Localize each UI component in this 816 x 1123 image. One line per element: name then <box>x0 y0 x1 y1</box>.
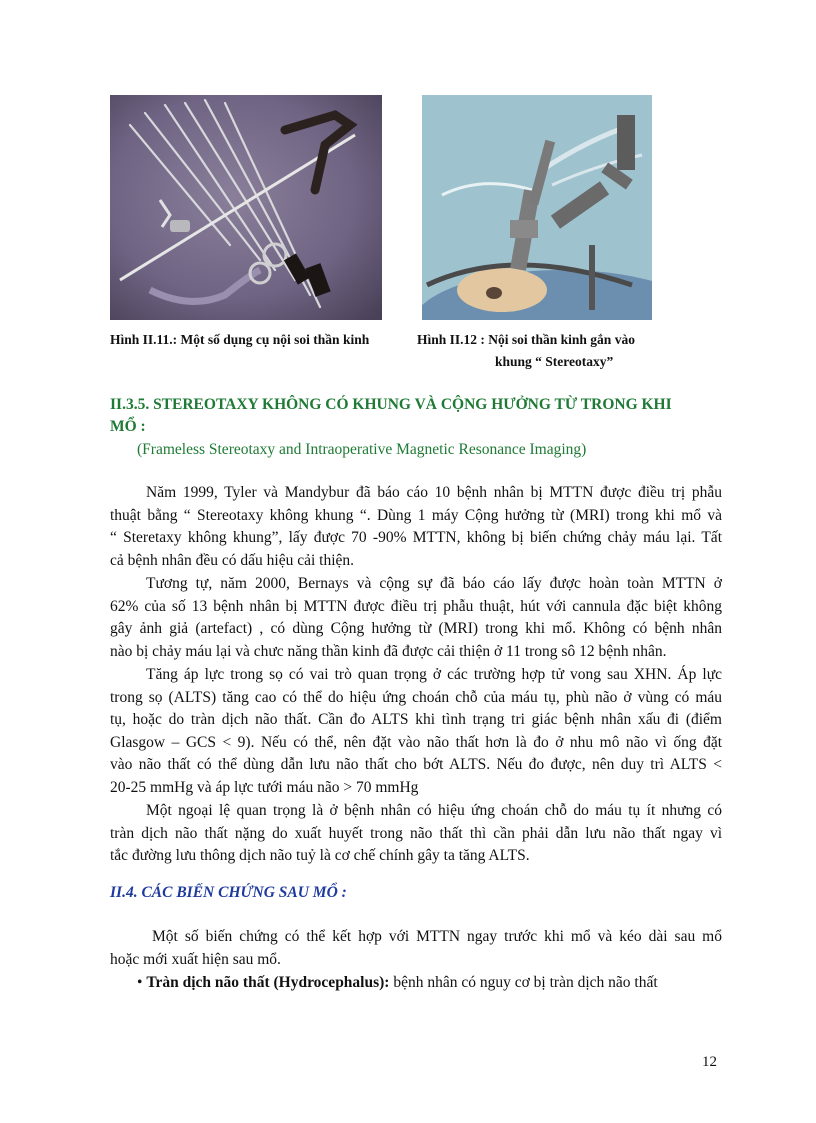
figure-caption-2-line1: Hình II.12 : Nội soi thần kinh gắn vào <box>417 332 635 347</box>
paragraph-4 <box>110 800 722 868</box>
paragraph-line: “ Steretaxy không khung”, lấy được 70 -90% MTTN, không bị biến chứng chảy máu lại. Tất <box>110 529 722 547</box>
paragraph-line: 62% của số 13 bệnh nhân bị MTTN được điều trị phẫu thuật, hút với cannula đặc biệt không <box>110 597 722 615</box>
paragraph-line: Tương tự, năm 2000, Bernays và cộng sự đã báo cáo lấy được hoàn toàn MTTN ở <box>146 575 722 592</box>
paragraph-line: thuật bằng “ Stereotaxy không khung “. Dùng 1 máy Cộng hưởng từ (MRI) trong khi mổ và <box>110 506 722 524</box>
paragraph-line: Năm 1999, Tyler và Mandybur đã báo cáo 10 bệnh nhân bị MTTN được điều trị phẫu <box>146 484 722 501</box>
paragraph-line: Một ngoại lệ quan trọng là ở bệnh nhân có hiệu ứng choán chỗ do máu tụ ít nhưng có <box>146 802 722 819</box>
paragraph-line: Tăng áp lực trong sọ có vai trò quan trọng ở các trường hợp tử vong sau XHN. Áp lực <box>146 666 722 683</box>
paragraph-line: Glasgow – GCS < 9). Nếu có thể, nên đặt vào não thất hơn là đo ở nhu mô não vì ống đặt <box>110 733 722 751</box>
stereotaxy-illustration-icon <box>422 95 652 320</box>
figure-endoscope-stereotaxy <box>422 95 652 320</box>
paragraph-line: trong sọ (ALTS) tăng cao có thể do hiệu ứng choán chỗ của máu tụ, phù não ở vùng có máu <box>110 688 722 706</box>
instruments-photo-icon <box>110 95 382 320</box>
paragraph-line: gây ảnh giả (artefact) , có dùng Cộng hưởng từ (MRI) trong khi mổ. Không có bệnh nhân <box>110 620 722 638</box>
figure-caption-2-line2: khung “ Stereotaxy” <box>495 354 614 369</box>
section-heading-24: II.4. CÁC BIẾN CHỨNG SAU MỔ : <box>110 884 347 901</box>
paragraph-1 <box>110 482 722 572</box>
bullet-icon: • <box>137 974 143 991</box>
paragraph-line: tắc đường lưu thông dịch não tuỷ là cơ chế chính gây ta tăng ALTS. <box>110 847 530 865</box>
section-subtitle-235: (Frameless Stereotaxy and Intraoperative Magnetic Resonance Imaging) <box>137 441 587 458</box>
page-number: 12 <box>702 1054 717 1070</box>
paragraph-complications-intro <box>110 926 722 971</box>
paragraph-line: 20-25 mmHg và áp lực tưới máu não > 70 mmHg <box>110 778 419 796</box>
figure-caption-1: Hình II.11.: Một số dụng cụ nội soi thần kinh <box>110 332 370 347</box>
bullet-term: Tràn dịch não thất (Hydrocephalus): <box>146 974 390 991</box>
paragraph-line: vào não thất có thể dùng dẫn lưu não thất cho bớt ALTS. Nếu đo được, nên duy trì ALTS < <box>110 756 722 774</box>
bullet-text: bệnh nhân có nguy cơ bị tràn dịch não thất <box>389 974 658 991</box>
section-heading-235-line2: MỔ : <box>110 418 146 435</box>
paragraph-line: cả bệnh nhân đều có dấu hiệu cải thiện. <box>110 551 355 569</box>
section-heading-235-line1: II.3.5. STEREOTAXY KHÔNG CÓ KHUNG VÀ CỘNG HƯỞNG TỪ TRONG KHI <box>110 396 672 413</box>
paragraph-line: tụ, hoặc do tràn dịch não thất. Cần đo ALTS khi tình trạng tri giác bệnh nhân xấu đi (điểm <box>110 711 722 729</box>
paragraph-line: Một số biến chứng có thể kết hợp với MTTN ngay trước khi mổ và kéo dài sau mổ <box>152 928 722 945</box>
paragraph-line: hoặc mới xuất hiện sau mổ. <box>110 950 281 968</box>
paragraph-line: nào bị chảy máu lại và chưc năng thần kinh đã được cải thiện ở 11 trong sô 12 bệnh nhân. <box>110 642 667 660</box>
paragraph-2 <box>110 573 722 663</box>
paragraph-line: tràn dịch não thất nặng do xuất huyết trong não thất thì cần phải dẫn lưu não thất ngay vì <box>110 824 722 842</box>
bullet-hydrocephalus <box>137 972 722 995</box>
figure-neuroendoscopy-instruments <box>110 95 382 320</box>
paragraph-3 <box>110 664 722 800</box>
